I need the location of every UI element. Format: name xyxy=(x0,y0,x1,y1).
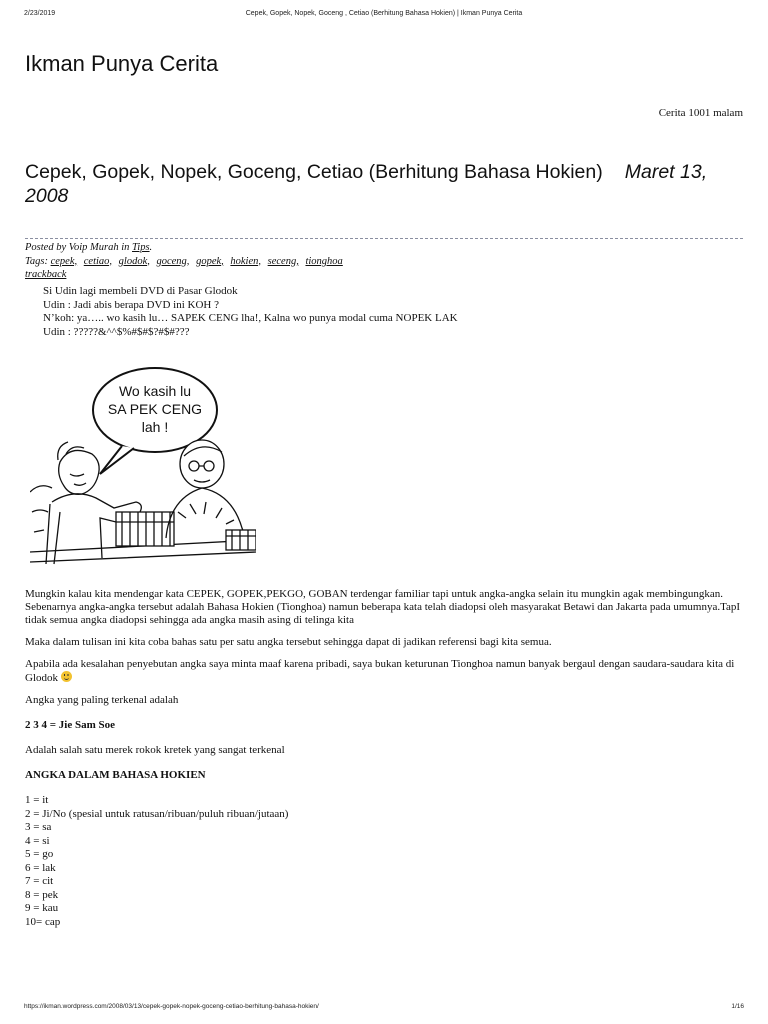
list-item: 2 = Ji/No (spesial untuk ratusan/ribuan/puluh ribuan/jutaan) xyxy=(25,807,289,820)
bubble-line-2: SA PEK CENG xyxy=(107,401,203,417)
paragraph: Angka yang paling terkenal adalah xyxy=(25,694,179,706)
post-meta xyxy=(25,241,725,282)
site-tagline: Cerita 1001 malam xyxy=(658,107,743,119)
list-item: 7 = cit xyxy=(25,875,54,887)
list-item: 1 = it xyxy=(25,794,49,806)
post-title xyxy=(25,160,725,208)
post-body xyxy=(25,588,743,929)
posted-by-text: Posted by Voip Murah in xyxy=(25,242,130,253)
comic-illustration xyxy=(30,362,256,572)
dialog-line: Si Udin lagi membeli DVD di Pasar Glodok xyxy=(43,285,238,297)
paragraph: Maka dalam tulisan ini kita coba bahas satu per satu angka tersebut sehingga dapat di jadikan referensi bagi kita semua. xyxy=(25,636,552,648)
bubble-line-1: Wo kasih lu xyxy=(118,383,192,399)
category-link[interactable]: Tips xyxy=(132,242,150,253)
post-date: Maret 13, 2008 xyxy=(25,161,708,207)
print-date: 2/23/2019 xyxy=(24,10,56,17)
list-item: 10= cap xyxy=(25,915,61,928)
trackback-link[interactable]: trackback xyxy=(25,269,67,280)
dialog-line: Udin : ?????&^^$%#$#$?#$#??? xyxy=(43,325,190,338)
bold-heading: 2 3 4 = Jie Sam Soe xyxy=(25,719,115,731)
tag-link[interactable]: cetiao, xyxy=(83,255,113,267)
post-title-text[interactable]: Cepek, Gopek, Nopek, Goceng, Cetiao (Berhitung Bahasa Hokien) xyxy=(25,161,603,183)
dialog-block xyxy=(43,285,683,339)
bubble-line-3: lah ! xyxy=(141,419,169,435)
section-heading: ANGKA DALAM BAHASA HOKIEN xyxy=(25,769,206,781)
dialog-line: N’koh: ya….. wo kasih lu… SAPEK CENG lha!, Kalna wo punya modal cuma NOPEK LAK xyxy=(43,312,458,324)
paragraph: Adalah salah satu merek rokok kretek yang sangat terkenal xyxy=(25,744,285,756)
tag-link[interactable]: cepek, xyxy=(50,255,78,267)
number-list xyxy=(25,794,743,929)
site-title[interactable]: Ikman Punya Cerita xyxy=(25,51,219,76)
paragraph: Sebenarnya angka-angka tersebut adalah Bahasa Hokien (Tionghoa) namun beberapa kata telah diadopsi oleh masyarakat Betawi dan Jakarta pada umumnya.TapI tidak semua angka diadopsi sehingga ada angka masih asing di telinga kita xyxy=(25,601,741,626)
tag-link[interactable]: gopek, xyxy=(196,255,224,267)
smiley-icon xyxy=(61,671,72,682)
dialog-line: Udin : Jadi abis berapa DVD ini KOH ? xyxy=(43,298,219,311)
tag-link[interactable]: seceng, xyxy=(267,255,299,267)
list-item: 5 = go xyxy=(25,848,54,860)
posted-by-line: Posted by Voip Murah in Tips. xyxy=(25,242,153,253)
list-item: 9 = kau xyxy=(25,902,59,914)
tag-link[interactable]: goceng, xyxy=(156,255,190,267)
tag-link[interactable]: tionghoa xyxy=(305,255,343,267)
post-divider xyxy=(25,238,743,239)
print-header xyxy=(24,10,744,22)
paragraph: Mungkin kalau kita mendengar kata CEPEK, GOPEK,PEKGO, GOBAN terdengar familiar tapi untuk angka-angka selain itu mungkin agak membingungkan. xyxy=(25,588,724,600)
list-item: 6 = lak xyxy=(25,861,56,874)
print-url: https://ikman.wordpress.com/2008/03/13/cepek-gopek-nopek-goceng-cetiao-berhitung-bahasa-hokien/ xyxy=(24,1003,319,1010)
tags-line xyxy=(25,255,725,269)
tags-label: Tags: xyxy=(25,255,48,267)
tag-link[interactable]: hokien, xyxy=(230,255,262,267)
print-document-title: Cepek, Gopek, Nopek, Goceng , Cetiao (Berhitung Bahasa Hokien) | Ikman Punya Cerita xyxy=(245,10,523,17)
page-number: 1/16 xyxy=(731,1003,744,1010)
list-item: 4 = si xyxy=(25,834,50,847)
paragraph: Apabila ada kesalahan penyebutan angka saya minta maaf karena pribadi, saya bukan keturunan Tionghoa namun banyak bergaul dengan saudara-saudara kita di Glodok xyxy=(25,658,735,684)
tag-link[interactable]: glodok, xyxy=(118,255,150,267)
list-item: 3 = sa xyxy=(25,821,52,833)
print-footer xyxy=(24,1003,744,1013)
list-item: 8 = pek xyxy=(25,888,59,901)
